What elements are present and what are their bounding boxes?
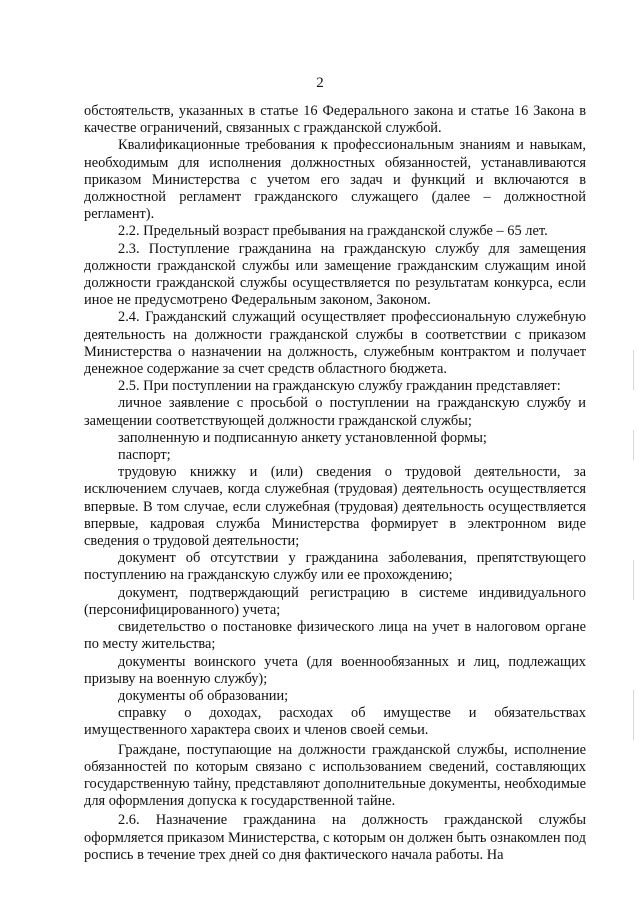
list-item-medical-document: документ об отсутствии у гражданина заболевания, препятствующего поступлению на гражданскую службу или ее прохождению;	[84, 550, 586, 584]
paragraph-2-4: 2.4. Гражданский служащий осуществляет профессиональную служебную деятельность на должности гражданской службы в соответствии с приказом Министерства о назначении на должность, служебным контрактом и получает денежное содержание за счет средств областного бюджета.	[84, 309, 586, 378]
scan-edge-mark	[633, 430, 634, 460]
document-body	[84, 103, 586, 864]
paragraph-2-2: 2.2. Предельный возраст пребывания на гражданской службе – 65 лет.	[118, 223, 548, 240]
list-item-application: личное заявление с просьбой о поступлении на гражданскую службу и замещении соответствующей должности гражданской службы;	[84, 395, 586, 429]
list-item-income-statement: справку о доходах, расходах об имуществе и обязательствах имущественного характера своих и членов своей семьи.	[84, 705, 586, 739]
scan-edge-mark	[633, 350, 634, 390]
page-number: 2	[316, 75, 324, 91]
list-item-education-documents: документы об образовании;	[118, 687, 289, 704]
paragraph-continuation: обстоятельств, указанных в статье 16 Федерального закона и статье 16 Закона в качестве ограничений, связанных с гражданской службой.	[84, 103, 586, 137]
scan-edge-mark	[633, 690, 634, 740]
list-item-questionnaire: заполненную и подписанную анкету установленной формы;	[118, 429, 487, 446]
paragraph-2-3: 2.3. Поступление гражданина на гражданскую службу для замещения должности гражданской службы или замещение гражданским служащим иной должности гражданской службы осуществляется по результатам конкурса, если иное не предусмотрено Федеральным законом, Законом.	[84, 240, 586, 309]
list-item-tax-certificate: свидетельство о постановке физического лица на учет в налоговом органе по месту жительства;	[84, 619, 586, 653]
scan-edge-mark	[633, 560, 634, 600]
paragraph-2-5: 2.5. При поступлении на гражданскую службу гражданин представляет:	[118, 378, 561, 395]
paragraph-state-secret: Граждане, поступающие на должности гражданской службы, исполнение обязанностей по которым связано с использованием сведений, составляющих государственную тайну, представляют дополнительные документы, необходимые для оформления допуска к государственной тайне.	[84, 741, 586, 810]
paragraph-qualification-requirements: Квалификационные требования к профессиональным знаниям и навыкам, необходимым для исполнения должностных обязанностей, устанавливаются приказом Министерства с учетом его задач и функций и включаются в должностной регламент гражданского служащего (далее – должностной регламент).	[84, 137, 586, 223]
list-item-military-documents: документы воинского учета (для военнообязанных и лиц, подлежащих призыву на военную службу);	[84, 653, 586, 687]
list-item-registration-document: документ, подтверждающий регистрацию в системе индивидуального (персонифицированного) учета;	[84, 584, 586, 618]
list-item-work-record: трудовую книжку и (или) сведения о трудовой деятельности, за исключением случаев, когда служебная (трудовая) деятельность осуществляется впервые. В том случае, если служебная (трудовая) деятельность осуществляется впервые, кадровая служба Министерства формирует в электронном виде сведения о трудовой деятельности;	[84, 464, 586, 550]
paragraph-2-6: 2.6. Назначение гражданина на должность гражданской службы оформляется приказом Министерства, с которым он должен быть ознакомлен под роспись в течение трех дней со дня фактического начала работы. На	[84, 812, 586, 863]
list-item-passport: паспорт;	[118, 447, 171, 464]
